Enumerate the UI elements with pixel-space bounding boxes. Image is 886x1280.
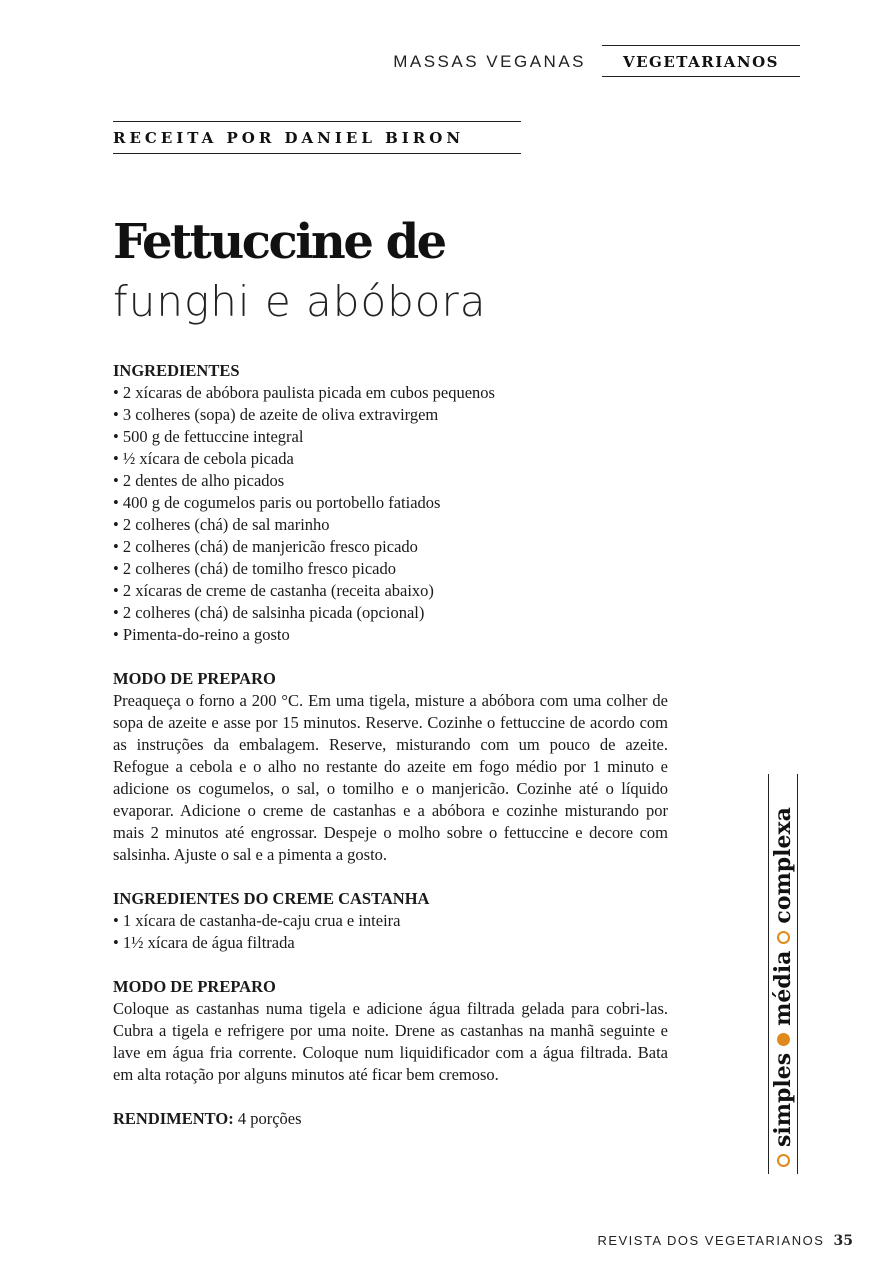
page-number: 35 — [833, 1233, 853, 1249]
cream-ingredient-item: • 1½ xícara de água filtrada — [113, 932, 668, 954]
ingredient-item: • 3 colheres (sopa) de azeite de oliva extravirgem — [113, 404, 668, 426]
section-tag-text: VEGETARIANOS — [622, 53, 780, 71]
difficulty-labels — [763, 774, 803, 1174]
ingredient-item: • 2 xícaras de creme de castanha (receita abaixo) — [113, 580, 668, 602]
ingredients-heading: INGREDIENTES — [113, 361, 240, 380]
magazine-name: REVISTA DOS VEGETARIANOS — [597, 1233, 825, 1248]
difficulty-label-complexa: complexa — [770, 807, 796, 924]
difficulty-label-simples: simples — [770, 1052, 796, 1147]
recipe-byline — [113, 121, 521, 154]
ingredient-item: • 2 colheres (chá) de sal marinho — [113, 514, 668, 536]
preparation-heading: MODO DE PREPARO — [113, 669, 276, 688]
cream-ingredients-list — [113, 910, 668, 954]
yield-value: 4 porções — [237, 1109, 302, 1128]
ingredients-section — [113, 360, 668, 646]
section-tag — [602, 45, 800, 77]
ingredient-item: • Pimenta-do-reino a gosto — [113, 624, 668, 646]
page-footer — [597, 1233, 853, 1249]
ingredients-list — [113, 382, 668, 646]
difficulty-dot-simples — [777, 1154, 790, 1167]
preparation-text: Preaqueça o forno a 200 °C. Em uma tigela, misture a abóbora com uma colher de sopa de azeite e asse por 15 minutos. Reserve. Cozinhe o fettuccine de acordo com as instruções da embalagem. Reserve, misturando com um pouco de azeite. Refogue a cebola e o alho no restante do azeite em fogo médio por 1 minuto e adicione os cogumelos, o sal, o tomilho e o manjericão. Cozinhe até o líquido evaporar. Adicione o creme de castanhas e a abóbora e cozinhe misturando por mais 2 minutos até engrossar. Despeje o molho sobre o fettuccine e decore com salsinha. Ajuste o sal e a pimenta a gosto. — [113, 691, 668, 864]
difficulty-dot-media — [777, 1033, 790, 1046]
cream-preparation-section — [113, 976, 668, 1086]
ingredient-item: • 2 colheres (chá) de manjericão fresco picado — [113, 536, 668, 558]
cream-preparation-text: Coloque as castanhas numa tigela e adicione água filtrada gelada para cobri-las. Cubra a tigela e refrigere por uma noite. Drene as castanhas na manhã seguinte e lave em água fria corrente. Coloque num liquidificador com a água filtrada. Bata em alta rotação por alguns minutos até ficar bem cremoso. — [113, 999, 668, 1084]
recipe-body — [113, 360, 668, 1130]
recipe-subtitle: funghi e abóbora — [113, 277, 487, 326]
cream-ingredients-heading: INGREDIENTES DO CREME CASTANHA — [113, 889, 430, 908]
cream-ingredient-item: • 1 xícara de castanha-de-caju crua e inteira — [113, 910, 668, 932]
ingredient-item: • 2 xícaras de abóbora paulista picada em cubos pequenos — [113, 382, 668, 404]
byline-text: RECEITA POR DANIEL BIRON — [113, 129, 465, 147]
preparation-section — [113, 668, 668, 866]
yield-label: RENDIMENTO: — [113, 1109, 234, 1128]
difficulty-dot-complexa — [777, 931, 790, 944]
ingredient-item: • ½ xícara de cebola picada — [113, 448, 668, 470]
cream-ingredients-section — [113, 888, 668, 954]
difficulty-label-media: média — [770, 950, 796, 1026]
difficulty-scale — [763, 774, 803, 1174]
ingredient-item: • 400 g de cogumelos paris ou portobello fatiados — [113, 492, 668, 514]
ingredient-item: • 500 g de fettuccine integral — [113, 426, 668, 448]
section-label: MASSAS VEGANAS — [393, 52, 586, 71]
ingredient-item: • 2 colheres (chá) de tomilho fresco picado — [113, 558, 668, 580]
yield-line — [113, 1108, 668, 1130]
ingredient-item: • 2 dentes de alho picados — [113, 470, 668, 492]
recipe-title: Fettuccine de — [113, 214, 445, 270]
ingredient-item: • 2 colheres (chá) de salsinha picada (opcional) — [113, 602, 668, 624]
cream-preparation-heading: MODO DE PREPARO — [113, 977, 276, 996]
